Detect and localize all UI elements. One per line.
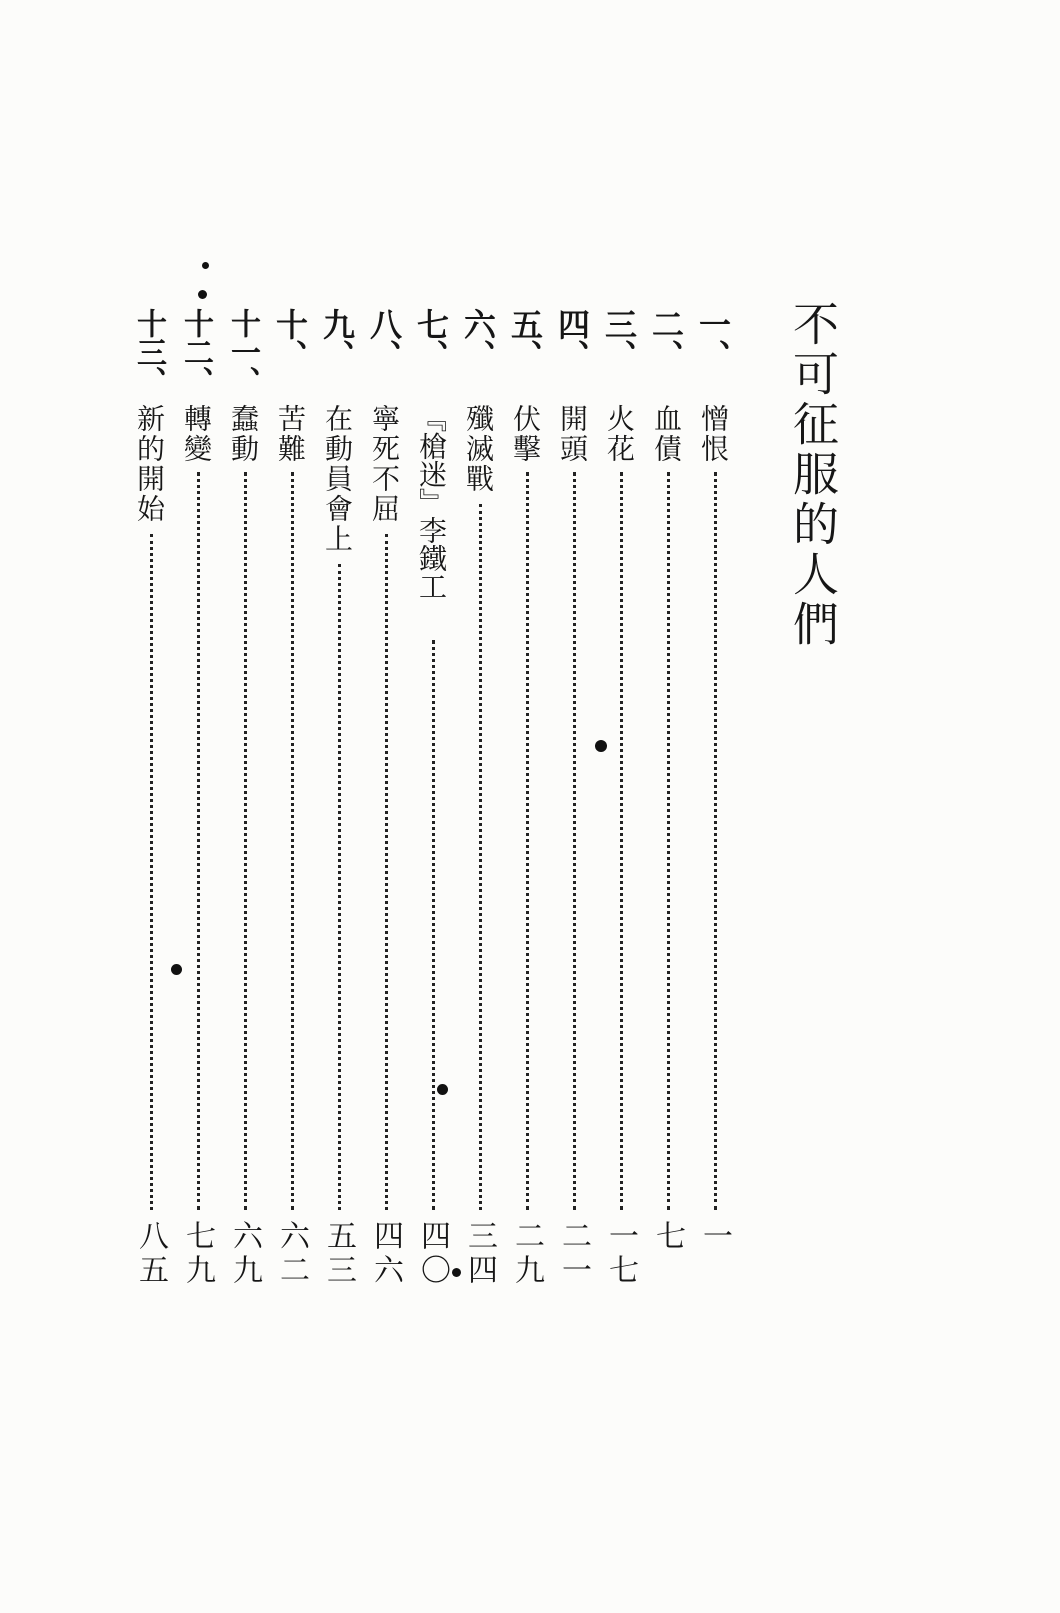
- chapter-title: 『槍迷』李鐵工: [415, 404, 448, 600]
- dot-leader: [150, 534, 157, 1210]
- chapter-number: 八、: [365, 308, 403, 370]
- page-number: 五三: [321, 1220, 356, 1288]
- toc-entry[interactable]: [412, 308, 453, 1338]
- page-number: 三四: [462, 1220, 497, 1288]
- chapter-title: 憎恨: [697, 404, 730, 464]
- page-number: 一七: [603, 1220, 638, 1288]
- toc-entry[interactable]: [647, 308, 688, 1338]
- chapter-number: 十一、: [225, 308, 260, 395]
- dot-leader: [432, 640, 439, 1210]
- chapter-title: 開頭: [556, 404, 589, 464]
- chapter-number: 十、: [271, 308, 309, 370]
- chapter-number: 七、: [412, 308, 450, 370]
- page-number: 二九: [509, 1220, 544, 1288]
- dot-leader: [291, 472, 298, 1210]
- toc-entry[interactable]: [180, 308, 218, 1338]
- chapter-title: 新的開始: [133, 404, 166, 524]
- page-number: 七: [650, 1220, 685, 1254]
- chapter-title: 血債: [650, 404, 683, 464]
- chapter-number: 十三、: [131, 308, 166, 395]
- dot-leader: [714, 472, 721, 1210]
- chapter-number: 三、: [600, 308, 638, 370]
- page-number: 六九: [227, 1220, 262, 1288]
- page-number: 八五: [133, 1220, 168, 1288]
- toc-entry[interactable]: [365, 308, 406, 1338]
- chapter-title: 蠢動: [227, 404, 260, 464]
- toc-entry[interactable]: [506, 308, 547, 1338]
- page-number: 六二: [274, 1220, 309, 1288]
- chapter-number: 六、: [459, 308, 497, 370]
- scan-speck: [202, 262, 209, 269]
- chapter-number: 一、: [694, 308, 732, 370]
- scan-speck: [437, 1084, 448, 1095]
- toc-entry[interactable]: [600, 308, 641, 1338]
- toc-entry[interactable]: [553, 308, 594, 1338]
- dot-leader: [244, 472, 251, 1210]
- chapter-number: 十二、: [178, 308, 213, 395]
- dot-leader: [526, 472, 533, 1210]
- dot-leader: [573, 472, 580, 1210]
- scan-speck: [452, 1268, 461, 1277]
- dot-leader: [620, 472, 627, 1210]
- toc-entry[interactable]: [227, 308, 265, 1338]
- chapter-title: 苦難: [274, 404, 307, 464]
- page-number: 七九: [180, 1220, 215, 1288]
- chapter-number: 五、: [506, 308, 544, 370]
- chapter-number: 二、: [647, 308, 685, 370]
- chapter-title: 火花: [603, 404, 636, 464]
- chapter-number: 四、: [553, 308, 591, 370]
- page-number: 四六: [368, 1220, 403, 1288]
- scan-speck: [595, 740, 607, 752]
- scan-speck: [171, 964, 182, 975]
- dot-leader: [385, 534, 392, 1210]
- chapter-title: 伏擊: [509, 404, 542, 464]
- toc-entry[interactable]: [271, 308, 312, 1338]
- chapter-title: 寧死不屈: [368, 404, 401, 524]
- page-number: 二一: [556, 1220, 591, 1288]
- book-title: 不可征服的人們: [786, 300, 840, 650]
- page-number: 四〇: [415, 1220, 450, 1288]
- dot-leader: [479, 504, 486, 1210]
- page-number: 一: [697, 1220, 732, 1254]
- toc-entry[interactable]: [694, 308, 735, 1338]
- scan-speck: [198, 290, 207, 299]
- toc-entry[interactable]: [318, 308, 359, 1338]
- dot-leader: [197, 472, 204, 1210]
- chapter-number: 九、: [318, 308, 356, 370]
- toc-entry[interactable]: [133, 308, 171, 1338]
- dot-leader: [667, 472, 674, 1210]
- chapter-title: 殲滅戰: [462, 404, 495, 494]
- chapter-title: 在動員會上: [321, 404, 354, 554]
- toc-entry[interactable]: [459, 308, 500, 1338]
- dot-leader: [338, 564, 345, 1210]
- chapter-title: 轉變: [180, 404, 213, 464]
